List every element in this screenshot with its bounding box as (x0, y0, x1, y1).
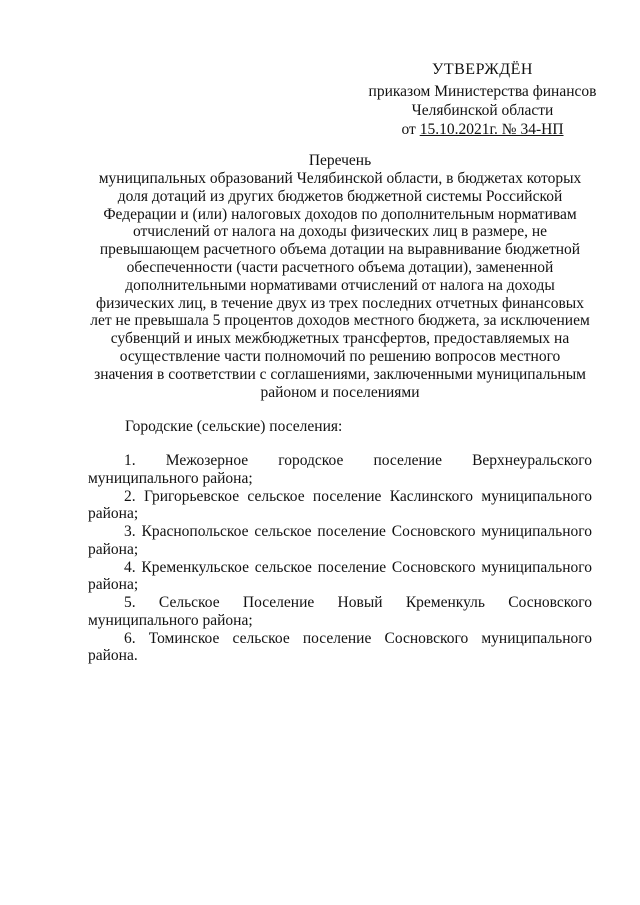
approval-date-line (360, 120, 605, 139)
list-item-line-2: муниципального района; (88, 469, 253, 487)
list-item-line-2: муниципального района; (88, 611, 253, 629)
list-item (88, 594, 592, 629)
list-item-line-1: 4. Кременкульское сельское поселение Сосновского муниципального (124, 558, 592, 576)
list-item-line-1: 5. Сельское Поселение Новый Кременкуль Сосновского (124, 594, 592, 611)
approval-date-number: 15.10.2021г. № 34-НП (419, 121, 564, 138)
list-item (88, 488, 592, 523)
settlements-list (88, 452, 592, 665)
list-item-line-2: района; (88, 576, 139, 593)
document-title: Перечень (308, 152, 372, 169)
list-item-line-1: 2. Григорьевское сельское поселение Каслинского муниципального (124, 487, 592, 505)
document-subtitle: муниципальных образований Челябинской области, в бюджетах которых доля дотаций из других бюджетов бюджетной системы Российской Федерации и (или) налоговых доходов по дополнительным нормативам отчислений от налога на доходы физических лиц в размере, не превышающем расчетного объема дотации на выравнивание бюджетной обеспеченности (части расчетного объема дотации), замененной дополнительными нормативами отчислений от налога на доходы физических лиц, в течение двух из трех последних отчетных финансовых лет не превышала 5 процентов доходов местного бюджета, за исключением субвенций и иных межбюджетных трансфертов, предоставляемых на осуществление части полномочий по решению вопросов местного значения в соответствии с соглашениями, заключенными муниципальным районом и поселениями (90, 170, 590, 401)
list-item-line-2: района. (88, 647, 138, 664)
list-item-line-2: района; (88, 505, 139, 522)
list-item-line-2: района; (88, 540, 139, 558)
approval-title: УТВЕРЖДЁН (432, 61, 533, 78)
list-item-line-1: 1. Межозерное городское поселение Верхнеуральского (124, 452, 592, 469)
approval-date-prefix: от (401, 121, 420, 138)
approval-block (360, 60, 605, 139)
approval-line-2: Челябинской области (411, 102, 554, 119)
list-item (88, 630, 592, 665)
list-item-line-1: 6. Томинское сельское поселение Сосновского муниципального (124, 629, 592, 647)
section-heading: Городские (сельские) поселения: (125, 418, 343, 435)
list-item (88, 523, 592, 558)
list-item (88, 452, 592, 487)
approval-line-1: приказом Министерства финансов (368, 83, 597, 100)
list-item-line-1: 3. Краснопольское сельское поселение Сосновского муниципального (124, 523, 592, 540)
list-item (88, 559, 592, 594)
